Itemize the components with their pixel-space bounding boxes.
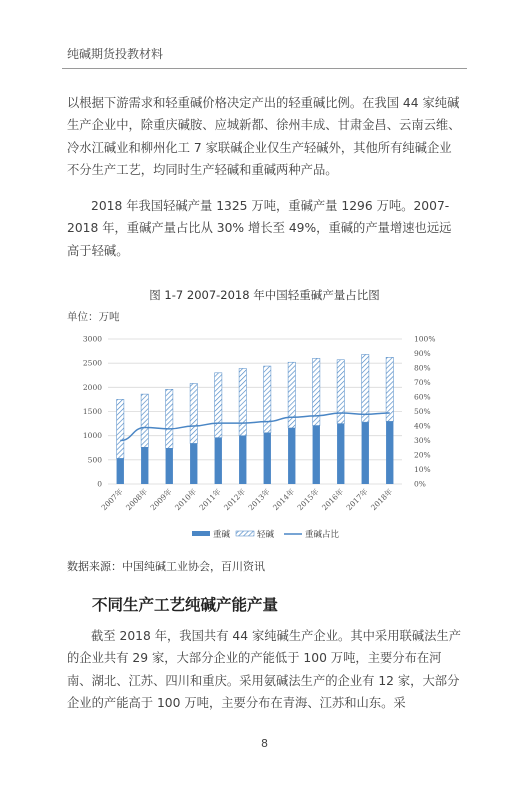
legend-label: 重碱占比 xyxy=(305,530,340,540)
bar-light-soda xyxy=(337,360,344,424)
x-tick-label: 2016年 xyxy=(319,487,346,513)
y-left-tick-label: 1500 xyxy=(82,407,102,416)
y-right-tick-label: 40% xyxy=(414,421,431,431)
x-tick-label: 2009年 xyxy=(148,487,174,513)
x-tick-label: 2011年 xyxy=(197,487,223,513)
bar-light-soda xyxy=(239,368,246,435)
bar-heavy-soda xyxy=(190,443,197,484)
y-left-tick-label: 0 xyxy=(97,479,102,489)
x-tick-label: 2012年 xyxy=(221,487,248,513)
x-tick-label: 2017年 xyxy=(344,487,370,513)
bar-heavy-soda xyxy=(239,436,246,484)
bar-heavy-soda xyxy=(166,448,173,484)
x-tick-label: 2008年 xyxy=(123,487,150,513)
figure-title: 图 1-7 2007-2018 年中国轻重碱产量占比图 xyxy=(149,288,380,302)
bar-heavy-soda xyxy=(141,447,148,484)
header-rule xyxy=(62,68,467,69)
x-tick-label: 2013年 xyxy=(246,487,272,513)
line-heavy-soda-share xyxy=(120,413,390,441)
bar-light-soda xyxy=(117,399,124,458)
y-right-tick-label: 70% xyxy=(414,378,431,387)
y-right-tick-label: 10% xyxy=(414,465,431,474)
page-number: 8 xyxy=(261,737,268,750)
bar-heavy-soda xyxy=(215,438,222,484)
running-header: 纯碱期货投教材料 xyxy=(67,47,164,61)
bar-light-soda xyxy=(264,366,271,433)
y-right-tick-label: 90% xyxy=(414,349,431,358)
section-heading: 不同生产工艺纯碱产能产量 xyxy=(92,596,279,614)
y-left-tick-label: 500 xyxy=(87,455,102,465)
y-right-tick-label: 0% xyxy=(414,479,426,489)
y-right-tick-label: 60% xyxy=(414,392,431,402)
bar-light-soda xyxy=(386,357,393,421)
legend-swatch-light xyxy=(236,531,254,536)
legend-label: 轻碱 xyxy=(257,530,275,540)
y-left-tick-label: 1000 xyxy=(82,431,102,441)
y-left-tick-label: 2000 xyxy=(82,382,102,392)
y-right-tick-label: 30% xyxy=(414,436,431,445)
x-tick-label: 2010年 xyxy=(172,487,199,513)
bar-heavy-soda xyxy=(117,458,124,484)
figure-source: 数据来源：中国纯碱工业协会，百川资讯 xyxy=(67,560,265,573)
y-right-tick-label: 100% xyxy=(414,334,436,344)
y-left-tick-label: 3000 xyxy=(82,334,102,344)
legend-swatch-heavy xyxy=(192,531,210,536)
bar-heavy-soda xyxy=(337,424,344,484)
x-tick-label: 2015年 xyxy=(295,487,321,513)
y-left-tick-label: 2500 xyxy=(82,358,102,368)
y-right-tick-label: 50% xyxy=(414,407,431,416)
x-tick-label: 2018年 xyxy=(368,487,395,513)
legend-label: 重碱 xyxy=(213,530,231,540)
bar-heavy-soda xyxy=(362,422,369,484)
paragraph-3: 截至 2018 年，我国共有 44 家纯碱生产企业。其中采用联碱法生产的企业共有 29 家，大部分企业的产能低于 100 万吨，主要分布在河南、湖北、江苏、四川和重庆。采用氨碱法生产的企业有 12 家，大部分企业的产能高于 100 万吨，主要分布在青海、江苏和山东。采 xyxy=(67,629,462,711)
bar-light-soda xyxy=(190,383,197,443)
figure-unit: 单位：万吨 xyxy=(67,311,120,323)
production-chart xyxy=(62,326,447,551)
paragraph-1: 以根据下游需求和轻重碱价格决定产出的轻重碱比例。在我国 44 家纯碱生产企业中，除重庆碱胺、应城新都、徐州丰成、甘肃金昌、云南云维、冷水江碱业和柳州化工 7 家联碱企业仅生产轻碱外，其他所有纯碱企业不分生产工艺，均同时生产轻碱和重碱两种产品。 xyxy=(67,96,461,178)
y-right-tick-label: 80% xyxy=(414,363,431,373)
x-tick-label: 2014年 xyxy=(270,487,297,513)
bar-heavy-soda xyxy=(288,428,295,484)
paragraph-2: 2018 年我国轻碱产量 1325 万吨，重碱产量 1296 万吨。2007-2018 年，重碱产量占比从 30% 增长至 49%，重碱的产量增速也远远高于轻碱。 xyxy=(67,199,452,258)
x-tick-label: 2007年 xyxy=(99,487,125,513)
bar-light-soda xyxy=(215,373,222,438)
bar-light-soda xyxy=(362,354,369,422)
bar-light-soda xyxy=(166,389,173,448)
bar-heavy-soda xyxy=(313,426,320,484)
bar-heavy-soda xyxy=(264,433,271,484)
y-right-tick-label: 20% xyxy=(414,450,431,460)
bar-light-soda xyxy=(141,394,148,447)
bar-heavy-soda xyxy=(386,421,393,484)
